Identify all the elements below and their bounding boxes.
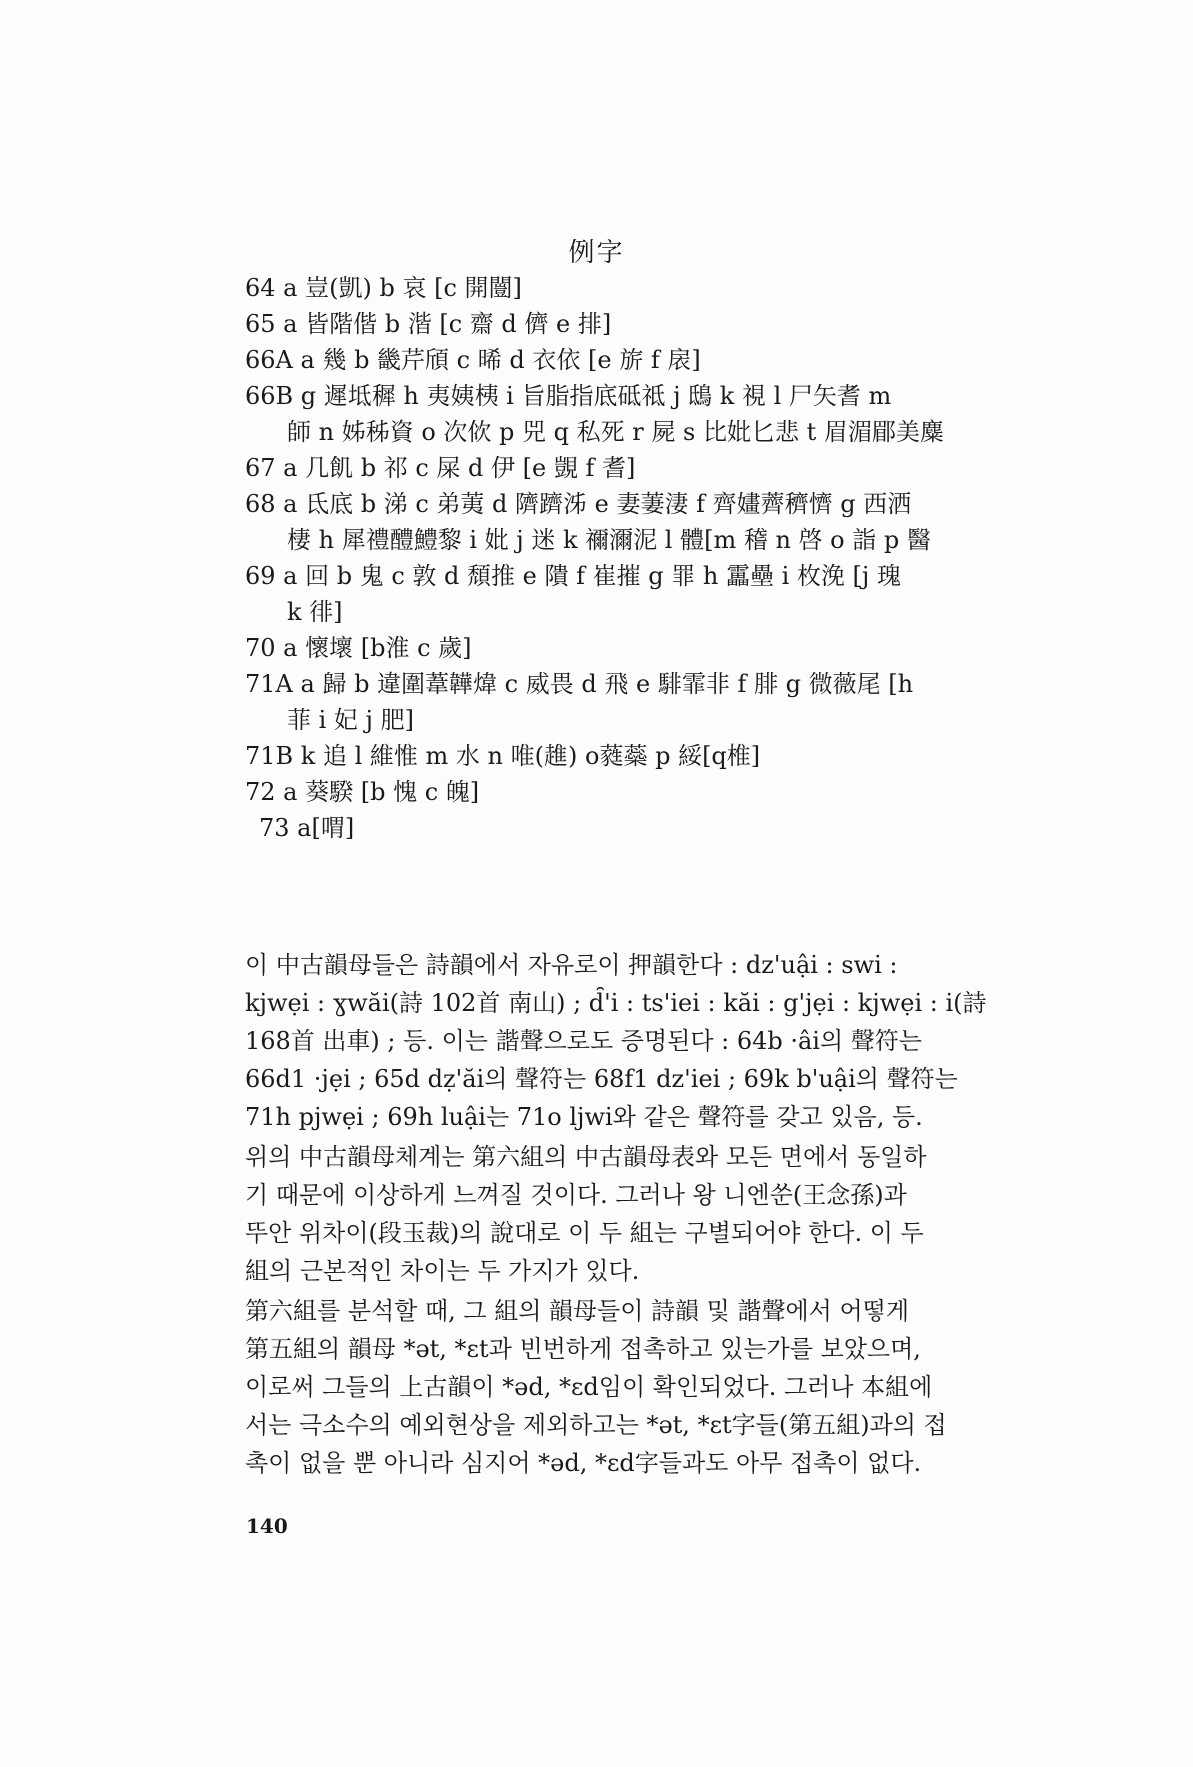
example-line: k 徘]	[287, 598, 343, 626]
body-text-line: 組의 근본적인 차이는 두 가지가 있다.	[245, 1257, 640, 1285]
example-line: 71B k 追 l 維惟 m 水 n 唯(趡) o蕤蘂 p 綏[q椎]	[245, 742, 761, 770]
example-line: 70 a 懷壞 [b淮 c 歲]	[245, 634, 472, 662]
example-line: 66A a 幾 b 畿芹頎 c 晞 d 衣依 [e 旂 f 扆]	[245, 346, 701, 374]
body-text-line: 71h pjwẹi ; 69h luậi는 71o ljwi와 같은 聲符를 갖고 있음, 등.	[245, 1103, 923, 1131]
example-line: 66B g 遲坻穉 h 夷姨桋 i 旨脂指底砥祗 j 鴟 k 視 l 尸矢耆 m	[245, 382, 892, 410]
example-line: 71A a 歸 b 違圍葦韡煒 c 威畏 d 飛 e 騑霏非 f 腓 g 微薇尾 [h	[245, 670, 914, 698]
example-characters-list	[245, 270, 1035, 846]
body-text-line: 이 中古韻母들은 詩韻에서 자유로이 押韻한다 : dz'uậi : swi :	[245, 951, 898, 979]
body-text-line: 168首 出車) ; 등. 이는 諧聲으로도 증명된다 : 64b ·âi의 聲符는	[245, 1027, 922, 1055]
example-line: 師 n 姊秭資 o 次佽 p 兕 q 私死 r 屍 s 比妣匕悲 t 眉湄郿美麋	[287, 418, 944, 446]
page-number: 140	[246, 1514, 288, 1538]
example-line: 64 a 豈(凱) b 哀 [c 開闓]	[245, 274, 522, 302]
example-line: 65 a 皆階偕 b 湝 [c 齋 d 儕 e 排]	[245, 310, 612, 338]
example-line: 73 a[喟]	[259, 814, 355, 842]
body-text-line: 위의 中古韻母체계는 第六組의 中古韻母表와 모든 면에서 동일하	[245, 1143, 927, 1171]
section-heading: 例字	[568, 238, 625, 268]
body-text-line: 이로써 그들의 上古韻이 *əd, *ɛd임이 확인되었다. 그러나 本組에	[245, 1373, 933, 1401]
body-text-line: 촉이 없을 뿐 아니라 심지어 *əd, *ɛd字들과도 아무 접촉이 없다.	[245, 1449, 922, 1477]
body-text-line: kjwẹi : ɣwăi(詩 102首 南山) ; d̑'i : ts'iei : kăi : g'jẹi : kjwẹi : i(詩	[245, 989, 987, 1017]
example-line: 菲 i 妃 j 肥]	[287, 706, 414, 734]
body-text-line: 66d1 ·jẹi ; 65d dẓ'ăi의 聲符는 68f1 dz'iei ; 69k b'uậi의 聲符는	[245, 1065, 958, 1093]
body-text-line: 第五組의 韻母 *ət, *ɛt과 빈번하게 접촉하고 있는가를 보았으며,	[245, 1335, 921, 1363]
body-text-line: 第六組를 분석할 때, 그 組의 韻母들이 詩韻 및 諧聲에서 어떻게	[245, 1297, 910, 1325]
body-text-line: 서는 극소수의 예외현상을 제외하고는 *ət, *ɛt字들(第五組)과의 접	[245, 1411, 947, 1439]
example-line: 68 a 氐底 b 涕 c 弟荑 d 隮躋泲 e 妻萋淒 f 齊嫿薺穧懠 g 西洒	[245, 490, 912, 518]
body-text-line: 뚜안 위차이(段玉裁)의 說대로 이 두 組는 구별되어야 한다. 이 두	[245, 1219, 924, 1247]
body-text-line: 기 때문에 이상하게 느껴질 것이다. 그러나 왕 니엔쑨(王念孫)과	[245, 1181, 907, 1209]
example-line: 棲 h 犀禮醴鱧黎 i 妣 j 迷 k 禰濔泥 l 體[m 稽 n 啓 o 詣 p 醫	[287, 526, 931, 554]
example-line: 67 a 几飢 b 祁 c 屎 d 伊 [e 覬 f 耆]	[245, 454, 636, 482]
example-line: 69 a 回 b 鬼 c 敦 d 頹推 e 隤 f 崔摧 g 罪 h 靁壘 i 枚浼 [j 瑰	[245, 562, 901, 590]
example-line: 72 a 葵騤 [b 愧 c 魄]	[245, 778, 480, 806]
body-text	[245, 946, 1035, 1482]
